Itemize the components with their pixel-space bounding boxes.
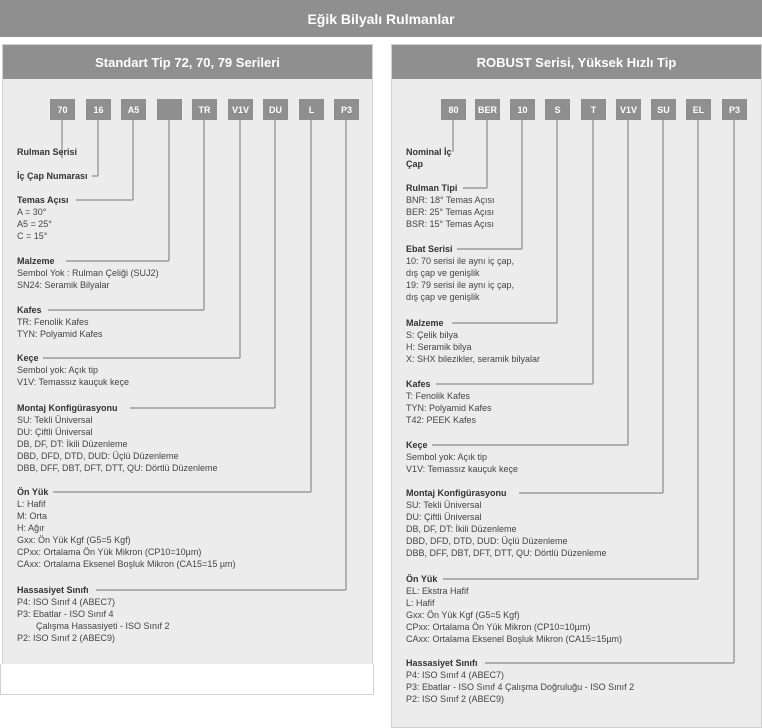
right-section-material	[406, 317, 540, 365]
section-line: P2: ISO Sınıf 2 (ABEC9)	[17, 633, 116, 643]
left-code-preload: L	[299, 99, 324, 120]
section-line: A5 = 25°	[17, 219, 52, 229]
section-line: V1V: Temassız kauçuk keçe	[406, 464, 519, 474]
left-code-contact-angle: A5	[121, 99, 146, 120]
section-line: L: Hafif	[406, 598, 435, 608]
right-section-precision	[406, 657, 634, 705]
section-line: DB, DF, DT: İkili Düzenleme	[406, 524, 517, 534]
section-line: TR: Fenolik Kafes	[17, 317, 89, 327]
left-panel-footer	[0, 664, 374, 695]
left-code-precision: P3	[334, 99, 359, 120]
right-section-type	[406, 182, 494, 230]
section-line: P3: Ebatlar - ISO Sınıf 4 Çalışma Doğruluğu - ISO Sınıf 2	[406, 682, 635, 692]
section-line: A = 30°	[17, 207, 47, 217]
section-title: Montaj Konfigürasyonu	[17, 403, 118, 413]
section-line: 10: 70 serisi ile aynı iç çap,	[406, 256, 515, 266]
section-line: C = 15°	[17, 231, 48, 241]
section-line: Sembol Yok : Rulman Çeliği (SUJ2)	[17, 268, 159, 278]
section-line: P2: ISO Sınıf 2 (ABEC9)	[406, 694, 505, 704]
section-line: P4: ISO Sınıf 4 (ABEC7)	[17, 597, 116, 607]
left-code-bore: 16	[86, 99, 111, 120]
section-line: CAxx: Ortalama Eksenel Boşluk Mikron (CA15=15µm)	[406, 634, 623, 644]
section-line: X: SHX bilezikler, seramik bilyalar	[406, 354, 541, 364]
right-code-seal: V1V	[616, 99, 641, 120]
section-line: Gxx: Ön Yük Kgf (G5=5 Kgf)	[406, 610, 520, 620]
section-title: Kafes	[406, 379, 431, 389]
right-panel-header: ROBUST Serisi, Yüksek Hızlı Tip	[392, 45, 761, 79]
left-section-seal	[17, 352, 129, 388]
section-line: DBB, DFF, DBT, DFT, DTT, QU: Dörtlü Düzenleme	[17, 463, 218, 473]
section-title: Malzeme	[406, 318, 444, 328]
section-line: DU: Çiftli Üniversal	[406, 512, 482, 522]
section-line: Çalışma Hassasiyeti - ISO Sınıf 2	[36, 621, 170, 631]
section-line: BER: 25° Temas Açısı	[406, 207, 494, 217]
section-line: T: Fenolik Kafes	[406, 391, 471, 401]
section-title: Nominal İç	[406, 147, 452, 157]
section-title: Montaj Konfigürasyonu	[406, 488, 507, 498]
right-code-preload: EL	[686, 99, 711, 120]
section-line: Sembol yok: Açık tip	[406, 452, 488, 462]
section-line: 19: 79 serisi ile aynı iç çap,	[406, 280, 515, 290]
section-line: dış çap ve genişlik	[406, 268, 480, 278]
right-section-cage	[406, 378, 492, 426]
section-line: Gxx: Ön Yük Kgf (G5=5 Kgf)	[17, 535, 131, 545]
section-line: H: Seramik bilya	[406, 342, 472, 352]
section-line: T42: PEEK Kafes	[406, 415, 477, 425]
section-line: H: Ağır	[17, 523, 45, 533]
left-code-cage: TR	[192, 99, 217, 120]
left-section-cage	[17, 304, 103, 340]
section-line: DU: Çiftli Üniversal	[17, 427, 93, 437]
section-line: DBD, DFD, DTD, DUD: Üçlü Düzenleme	[406, 536, 568, 546]
section-title: Hassasiyet Sınıfı	[406, 658, 478, 668]
section-title: Rulman Tipi	[406, 183, 458, 193]
section-title: Keçe	[17, 353, 39, 363]
section-line: Sembol yok: Açık tip	[17, 365, 99, 375]
right-code-arrangement: SU	[651, 99, 676, 120]
section-line: DB, DF, DT: İkili Düzenleme	[17, 439, 128, 449]
left-section-arrangement	[17, 402, 218, 474]
right-code-size-series: 10	[510, 99, 535, 120]
left-code-arrangement: DU	[263, 99, 288, 120]
right-code-type: BER	[475, 99, 500, 120]
section-line: P4: ISO Sınıf 4 (ABEC7)	[406, 670, 505, 680]
left-section-bore	[17, 170, 88, 182]
left-code-series: 70	[50, 99, 75, 120]
section-title: Ön Yük	[17, 487, 49, 497]
section-title: Rulman Serisi	[17, 147, 78, 157]
left-section-precision	[17, 584, 170, 644]
section-line: BSR: 15° Temas Açısı	[406, 219, 494, 229]
left-code-seal: V1V	[228, 99, 253, 120]
left-panel-header: Standart Tip 72, 70, 79 Serileri	[3, 45, 372, 79]
right-section-seal	[406, 439, 518, 475]
section-line: TYN: Polyamid Kafes	[406, 403, 492, 413]
section-line: dış çap ve genişlik	[406, 292, 480, 302]
section-title: Ebat Serisi	[406, 244, 453, 254]
section-line: P3: Ebatlar - ISO Sınıf 4	[17, 609, 114, 619]
section-line: SN24: Seramik Bilyalar	[17, 280, 110, 290]
left-section-preload	[17, 486, 236, 570]
right-section-arrangement	[406, 487, 607, 559]
right-code-precision: P3	[722, 99, 747, 120]
section-title: Ön Yük	[406, 574, 438, 584]
left-code-material	[157, 99, 182, 120]
section-line: TYN: Polyamid Kafes	[17, 329, 103, 339]
left-section-series	[17, 146, 77, 158]
right-section-size-series	[406, 243, 514, 303]
section-line: SU: Tekli Üniversal	[406, 500, 482, 510]
section-line: V1V: Temassız kauçuk keçe	[17, 377, 130, 387]
section-line: L: Hafif	[17, 499, 46, 509]
section-title: Temas Açısı	[17, 195, 69, 205]
section-line: M: Orta	[17, 511, 48, 521]
right-section-bore	[406, 146, 452, 170]
section-title: Kafes	[17, 305, 42, 315]
right-code-cage: T	[581, 99, 606, 120]
section-title: İç Çap Numarası	[17, 171, 88, 181]
section-title: Malzeme	[17, 256, 55, 266]
section-line: EL: Ekstra Hafif	[406, 586, 469, 596]
page-title: Eğik Bilyalı Rulmanlar	[0, 0, 762, 37]
section-line: S: Çelik bilya	[406, 330, 459, 340]
section-line: SU: Tekli Üniversal	[17, 415, 93, 425]
right-code-material: S	[545, 99, 570, 120]
section-line: BNR: 18° Temas Açısı	[406, 195, 495, 205]
section-line: DBB, DFF, DBT, DFT, DTT, QU: Dörtlü Düzenleme	[406, 548, 607, 558]
section-line: CPxx: Ortalama Ön Yük Mikron (CP10=10µm)	[17, 547, 202, 557]
left-section-material	[17, 255, 159, 291]
right-section-preload	[406, 573, 622, 645]
right-code-bore: 80	[441, 99, 466, 120]
section-line: CPxx: Ortalama Ön Yük Mikron (CP10=10µm)	[406, 622, 591, 632]
section-title: Hassasiyet Sınıfı	[17, 585, 89, 595]
section-line: DBD, DFD, DTD, DUD: Üçlü Düzenleme	[17, 451, 179, 461]
section-title: Keçe	[406, 440, 428, 450]
section-line: CAxx: Ortalama Eksenel Boşluk Mikron (CA15=15 µm)	[17, 559, 236, 569]
section-title-second-line: Çap	[406, 159, 424, 169]
left-section-contact-angle	[17, 194, 69, 242]
